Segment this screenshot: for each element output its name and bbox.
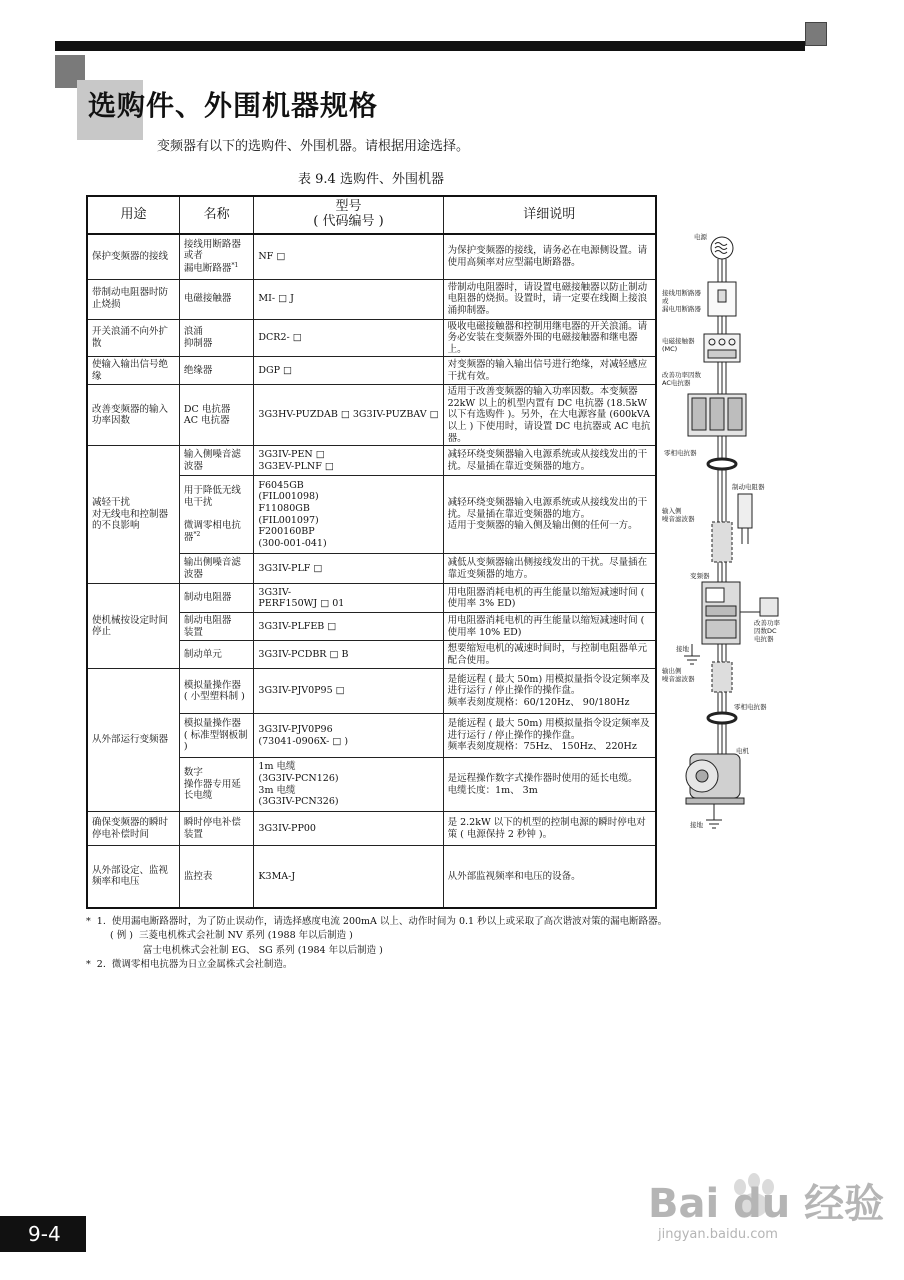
label-input-filter: 输入侧 噪音滤波器 bbox=[662, 507, 695, 523]
description-cell: 为保护变频器的接线，请务必在电源侧设置。请使用高频率对应型漏电断路器。 bbox=[443, 234, 656, 279]
header-description: 详细说明 bbox=[443, 196, 656, 234]
description-cell: 适用于改善变频器的输入功率因数。本变频器 22kW 以上的机型内置有 DC 电抗器 (18.5kW 以下有选购件 )。另外，在大电源容量 (600kVA 以上 ) 下使用时，请设置 DC 电抗器或 AC 电抗器。 bbox=[443, 385, 656, 446]
table-row bbox=[87, 812, 656, 846]
use-cell: 确保变频器的瞬时停电补偿时间 bbox=[87, 812, 179, 846]
header-rule bbox=[55, 41, 805, 51]
label-output-filter: 输出侧 噪音滤波器 bbox=[662, 667, 695, 683]
label-breaker: 接线用断路器 或 漏电用断路器 bbox=[662, 289, 701, 313]
use-cell: 使输入输出信号绝缘 bbox=[87, 357, 179, 385]
label-ground-2: 接地 bbox=[690, 821, 703, 829]
table-row bbox=[87, 279, 656, 319]
description-cell: 想要缩短电机的减速时间时，与控制电阻器单元配合使用。 bbox=[443, 641, 656, 669]
name-cell: 监控表 bbox=[179, 846, 254, 908]
table-row bbox=[87, 385, 656, 446]
wiring-diagram bbox=[662, 226, 802, 846]
table-header-row bbox=[87, 196, 656, 234]
zero-phase-reactor-icon bbox=[708, 459, 736, 469]
watermark-brand: Bai du 经验 bbox=[648, 1181, 885, 1227]
model-cell: 3G3IV-PLFEB □ bbox=[254, 613, 443, 641]
input-noise-filter-icon bbox=[712, 522, 732, 562]
model-cell: DGP □ bbox=[254, 357, 443, 385]
header-model: 型号 ( 代码编号 ) bbox=[254, 196, 443, 234]
label-inverter: 变频器 bbox=[690, 572, 710, 580]
header-corner-marker bbox=[805, 22, 827, 46]
name-cell: 数字 操作器专用延长电缆 bbox=[179, 758, 254, 812]
label-power: 电源 bbox=[694, 233, 707, 241]
description-cell: 从外部监视频率和电压的设备。 bbox=[443, 846, 656, 908]
description-cell: 减轻环绕变频器输入电源系统或从接线发出的干扰。尽量插在靠近变频器的地方。 适用于变频器的输入侧及输出侧的任何一方。 bbox=[443, 476, 656, 554]
table-row bbox=[87, 584, 656, 613]
name-cell: 电磁接触器 bbox=[179, 279, 254, 319]
description-cell: 减轻环绕变频器输入电源系统或从接线发出的干扰。尽量插在靠近变频器的地方。 bbox=[443, 446, 656, 476]
table-row bbox=[87, 357, 656, 385]
table-row bbox=[87, 319, 656, 357]
use-cell: 改善变频器的输入功率因数 bbox=[87, 385, 179, 446]
watermark-url: jingyan.baidu.com bbox=[658, 1227, 778, 1242]
model-cell: K3MA-J bbox=[254, 846, 443, 908]
description-cell: 带制动电阻器时，请设置电磁接触器以防止制动电阻器的烧损。设置时，请一定要在线圈上接浪涌抑制器。 bbox=[443, 279, 656, 319]
name-cell: 接线用断路器 或者 漏电断路器$^{*1}$ bbox=[179, 234, 254, 279]
model-cell: 3G3IV-PEN □ 3G3EV-PLNF □ bbox=[254, 446, 443, 476]
label-contactor: 电磁接触器 (MC) bbox=[662, 337, 695, 353]
name-cell: 输入侧噪音滤波器 bbox=[179, 446, 254, 476]
use-cell: 开关浪涌不向外扩散 bbox=[87, 319, 179, 357]
footnote-2: * 2. 微调零相电抗器为日立金属株式会社制造。 bbox=[86, 958, 293, 970]
table-caption: 表 9.4 选购件、外围机器 bbox=[298, 172, 444, 187]
label-ac-reactor: 改善功率因数 AC电抗器 bbox=[662, 371, 701, 387]
description-cell: 是 2.2kW 以下的机型的控制电源的瞬时停电对策 ( 电源保持 2 秒钟 )。 bbox=[443, 812, 656, 846]
dc-reactor-icon bbox=[760, 598, 778, 616]
use-cell: 使机械按设定时间停止 bbox=[87, 584, 179, 669]
description-cell: 是远程操作数字式操作器时使用的延长电缆。 电缆长度：1m、 3m bbox=[443, 758, 656, 812]
zero-phase-reactor-icon bbox=[708, 713, 736, 723]
name-cell: DC 电抗器 AC 电抗器 bbox=[179, 385, 254, 446]
description-cell: 用电阻器消耗电机的再生能量以缩短减速时间 ( 使用率 3% ED) bbox=[443, 584, 656, 613]
name-cell: 制动单元 bbox=[179, 641, 254, 669]
model-cell: 1m 电缆 (3G3IV-PCN126) 3m 电缆 (3G3IV-PCN326) bbox=[254, 758, 443, 812]
name-cell: 用于降低无线电干扰 微调零相电抗器$^{*2}$ bbox=[179, 476, 254, 554]
model-cell: DCR2- □ bbox=[254, 319, 443, 357]
wiring-diagram-graphic bbox=[662, 226, 802, 846]
footnote-1: * 1. 使用漏电断路器时，为了防止误动作，请选择感度电流 200mA 以上、动作时间为 0.1 秒以上或采取了高次谐波对策的漏电断路器。 bbox=[86, 916, 668, 927]
name-cell: 模拟量操作器 ( 标准型钢板制 ) bbox=[179, 714, 254, 758]
table-row bbox=[87, 446, 656, 476]
page-title: 选购件、外围机器规格 bbox=[88, 89, 379, 122]
model-cell: 3G3HV-PUZDAB □ 3G3IV-PUZBAV □ bbox=[254, 385, 443, 446]
page-number-tab bbox=[0, 1216, 86, 1252]
label-zero-phase-2: 零相电抗器 bbox=[734, 703, 767, 711]
intro-text: 变频器有以下的选购件、外围机器。请根据用途选择。 bbox=[157, 139, 470, 154]
description-cell: 吸收电磁接触器和控制用继电器的开关浪涌。请务必安装在变频器外围的电磁接触器和继电器上。 bbox=[443, 319, 656, 357]
label-ground-1: 接地 bbox=[676, 645, 689, 653]
use-cell: 从外部运行变频器 bbox=[87, 669, 179, 812]
name-cell: 浪涌 抑制器 bbox=[179, 319, 254, 357]
power-source-icon bbox=[711, 237, 733, 259]
use-cell: 带制动电阻器时防止烧损 bbox=[87, 279, 179, 319]
model-cell: MI- □ J bbox=[254, 279, 443, 319]
header-use: 用途 bbox=[87, 196, 179, 234]
options-table bbox=[86, 195, 657, 909]
table-row bbox=[87, 669, 656, 714]
model-cell: NF □ bbox=[254, 234, 443, 279]
footnote-example-2: 富士电机株式会社制 EG、 SG 系列 (1984 年以后制造 ) bbox=[143, 944, 383, 956]
model-cell: 3G3IV-PLF □ bbox=[254, 554, 443, 584]
footnote-example-1: ( 例 ) 三菱电机株式会社制 NV 系列 (1988 年以后制造 ) bbox=[110, 930, 353, 942]
table-row bbox=[87, 846, 656, 908]
model-cell: 3G3IV-PJV0P96 (73041-0906X- □ ) bbox=[254, 714, 443, 758]
page-number: 9-4 bbox=[28, 1222, 61, 1246]
description-cell: 对变频器的输入输出信号进行绝缘，对减轻感应干扰有效。 bbox=[443, 357, 656, 385]
name-cell: 瞬时停电补偿装置 bbox=[179, 812, 254, 846]
model-cell: 3G3IV-PCDBR □ B bbox=[254, 641, 443, 669]
footnotes bbox=[86, 915, 667, 972]
name-cell: 模拟量操作器 ( 小型塑料制 ) bbox=[179, 669, 254, 714]
use-cell: 从外部设定、监视频率和电压 bbox=[87, 846, 179, 908]
name-cell: 制动电阻器 装置 bbox=[179, 613, 254, 641]
name-cell: 输出侧噪音滤波器 bbox=[179, 554, 254, 584]
label-motor: 电机 bbox=[736, 747, 749, 755]
model-cell: 3G3IV- PERF150WJ □ 01 bbox=[254, 584, 443, 613]
ground-icon bbox=[706, 804, 722, 828]
output-noise-filter-icon bbox=[712, 662, 732, 692]
description-cell: 是能远程 ( 最大 50m) 用模拟量指令设定频率及进行运行 / 停止操作的操作盘。 频率表刻度规格：60/120Hz、 90/180Hz bbox=[443, 669, 656, 714]
label-zero-phase-1: 零相电抗器 bbox=[664, 449, 697, 457]
name-cell: 绝缘器 bbox=[179, 357, 254, 385]
label-dc-reactor: 改善功率 因数DC 电抗器 bbox=[754, 619, 780, 643]
brake-resistor-icon bbox=[738, 494, 752, 528]
model-cell: 3G3IV-PJV0P95 □ bbox=[254, 669, 443, 714]
table-row bbox=[87, 234, 656, 279]
description-cell: 用电阻器消耗电机的再生能量以缩短减速时间 ( 使用率 10% ED) bbox=[443, 613, 656, 641]
description-cell: 减低从变频器输出侧接线发出的干扰。尽量插在靠近变频器的地方。 bbox=[443, 554, 656, 584]
label-brake-resistor: 制动电阻器 bbox=[732, 483, 765, 491]
header-name: 名称 bbox=[179, 196, 254, 234]
model-cell: F6045GB (FIL001098) F11080GB (FIL001097) F200160BP (300-001-041) bbox=[254, 476, 443, 554]
use-cell: 减轻干扰 对无线电和控制器的不良影响 bbox=[87, 446, 179, 584]
description-cell: 是能远程 ( 最大 50m) 用模拟量指令设定频率及进行运行 / 停止操作的操作盘。 频率表刻度规格：75Hz、 150Hz、 220Hz bbox=[443, 714, 656, 758]
name-cell: 制动电阻器 bbox=[179, 584, 254, 613]
use-cell: 保护变频器的接线 bbox=[87, 234, 179, 279]
model-cell: 3G3IV-PP00 bbox=[254, 812, 443, 846]
